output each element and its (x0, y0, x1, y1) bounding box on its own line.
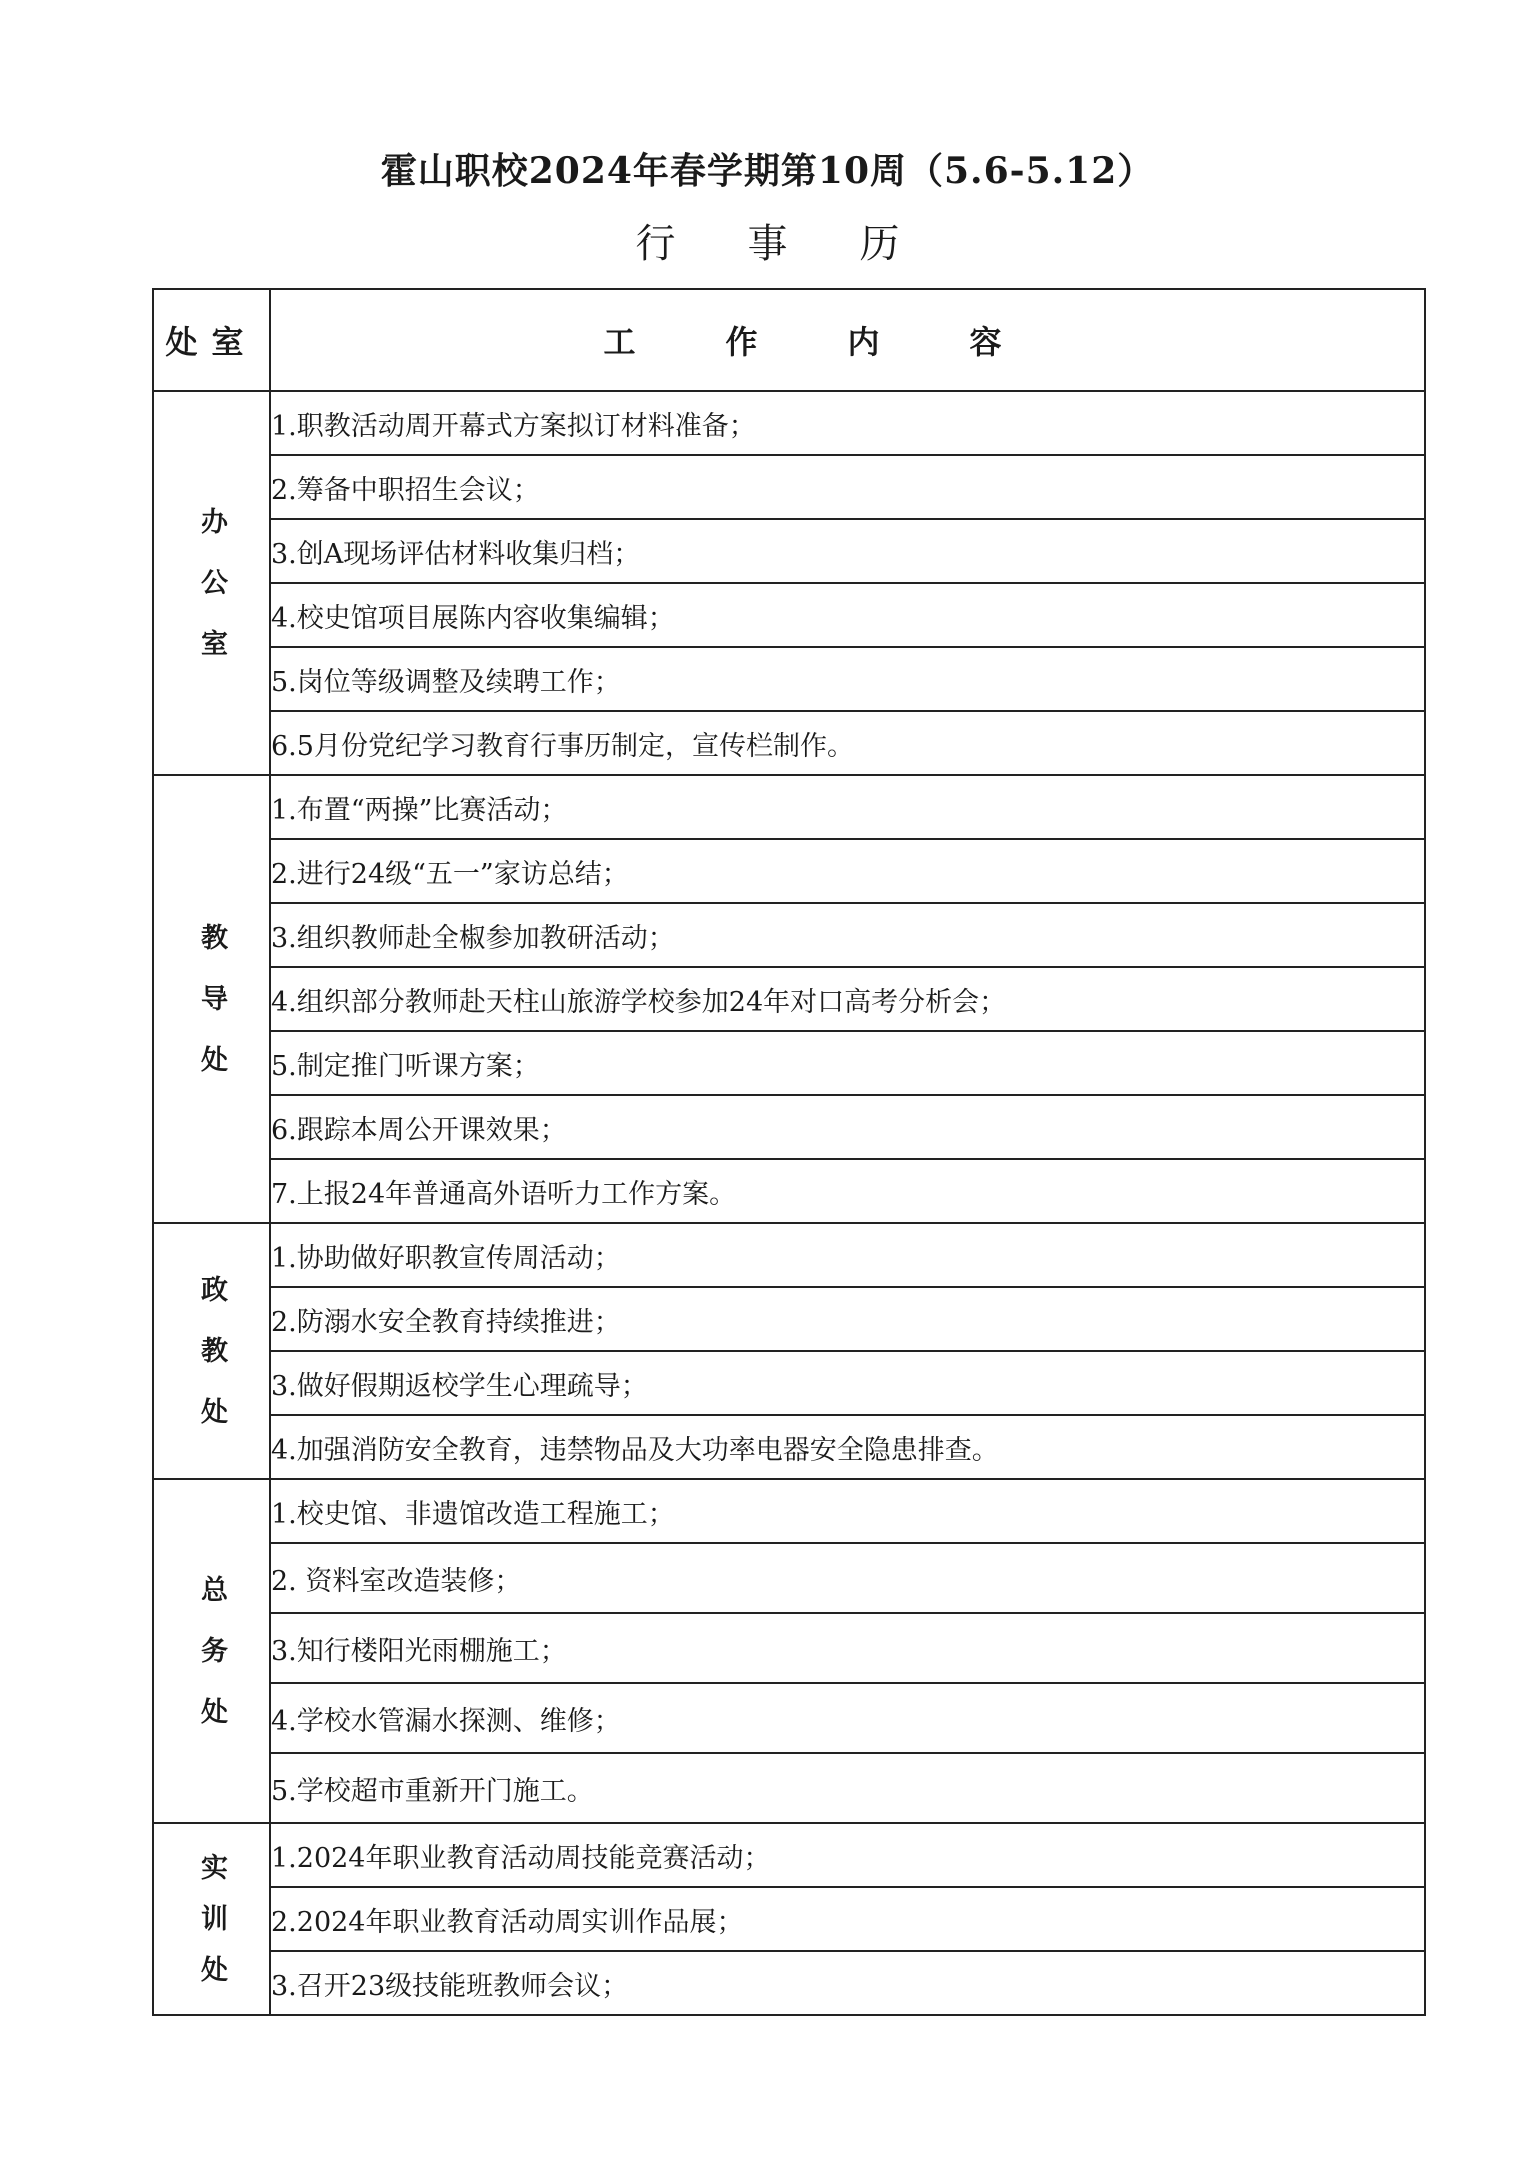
header-content: 工作内容 (270, 289, 1425, 391)
dept-cell-training (153, 1823, 270, 2015)
task-cell: 4.校史馆项目展陈内容收集编辑； (270, 583, 1425, 647)
table-row (153, 583, 1425, 647)
task-cell: 6.跟踪本周公开课效果； (270, 1095, 1425, 1159)
table-row (153, 967, 1425, 1031)
table-row (153, 1351, 1425, 1415)
table-row (153, 1159, 1425, 1223)
task-cell: 1.协助做好职教宣传周活动； (270, 1223, 1425, 1287)
dept-name: 政教处 (196, 1274, 227, 1458)
dept-cell-academic (153, 775, 270, 1223)
table-row (153, 1823, 1425, 1887)
task-cell: 5.岗位等级调整及续聘工作； (270, 647, 1425, 711)
task-cell: 2.防溺水安全教育持续推进； (270, 1287, 1425, 1351)
task-cell: 3.创A现场评估材料收集归档； (270, 519, 1425, 583)
dept-cell-office (153, 391, 270, 775)
task-cell: 3.召开23级技能班教师会议； (270, 1951, 1425, 2015)
table-row (153, 1951, 1425, 2015)
table-row (153, 775, 1425, 839)
table-row (153, 455, 1425, 519)
header-dept: 处室 (153, 289, 270, 391)
task-cell: 4.学校水管漏水探测、维修； (270, 1683, 1425, 1753)
task-cell: 5.学校超市重新开门施工。 (270, 1753, 1425, 1823)
dept-name: 实训处 (196, 1852, 227, 2006)
table-row (153, 1613, 1425, 1683)
table-row (153, 1415, 1425, 1479)
task-cell: 2.2024年职业教育活动周实训作品展； (270, 1887, 1425, 1951)
table-row (153, 839, 1425, 903)
dept-cell-general (153, 1479, 270, 1823)
schedule-table (152, 288, 1426, 2016)
table-row (153, 1753, 1425, 1823)
page-subtitle: 行事历 (635, 221, 972, 267)
table-row (153, 647, 1425, 711)
table-row (153, 711, 1425, 775)
table-row (153, 1287, 1425, 1351)
task-cell: 1.职教活动周开幕式方案拟订材料准备； (270, 391, 1425, 455)
table-row (153, 1031, 1425, 1095)
task-cell: 3.知行楼阳光雨棚施工； (270, 1613, 1425, 1683)
table-row (153, 1223, 1425, 1287)
table-row (153, 1095, 1425, 1159)
dept-name: 总务处 (196, 1574, 227, 1758)
table-row (153, 903, 1425, 967)
task-cell: 2.进行24级“五一”家访总结； (270, 839, 1425, 903)
table-row (153, 1683, 1425, 1753)
dept-name: 教导处 (196, 922, 227, 1106)
task-cell: 4.组织部分教师赴天柱山旅游学校参加24年对口高考分析会； (270, 967, 1425, 1031)
task-cell: 7.上报24年普通高外语听力工作方案。 (270, 1159, 1425, 1223)
task-cell: 2.筹备中职招生会议； (270, 455, 1425, 519)
table-row (153, 1887, 1425, 1951)
task-cell: 3.做好假期返校学生心理疏导； (270, 1351, 1425, 1415)
table-row (153, 1479, 1425, 1543)
task-cell: 5.制定推门听课方案； (270, 1031, 1425, 1095)
task-cell: 6.5月份党纪学习教育行事历制定，宣传栏制作。 (270, 711, 1425, 775)
table-header-row (153, 289, 1425, 391)
table-row (153, 1543, 1425, 1613)
task-cell: 4.加强消防安全教育，违禁物品及大功率电器安全隐患排查。 (270, 1415, 1425, 1479)
table-row (153, 519, 1425, 583)
dept-cell-political (153, 1223, 270, 1479)
task-cell: 1.校史馆、非遗馆改造工程施工； (270, 1479, 1425, 1543)
task-cell: 3.组织教师赴全椒参加教研活动； (270, 903, 1425, 967)
table-row (153, 391, 1425, 455)
task-cell: 2. 资料室改造装修； (270, 1543, 1425, 1613)
task-cell: 1.2024年职业教育活动周技能竞赛活动； (270, 1823, 1425, 1887)
page-title: 霍山职校2024年春学期第10周（5.6-5.12） (380, 150, 1155, 192)
dept-name: 办公室 (196, 506, 227, 690)
task-cell: 1.布置“两操”比赛活动； (270, 775, 1425, 839)
